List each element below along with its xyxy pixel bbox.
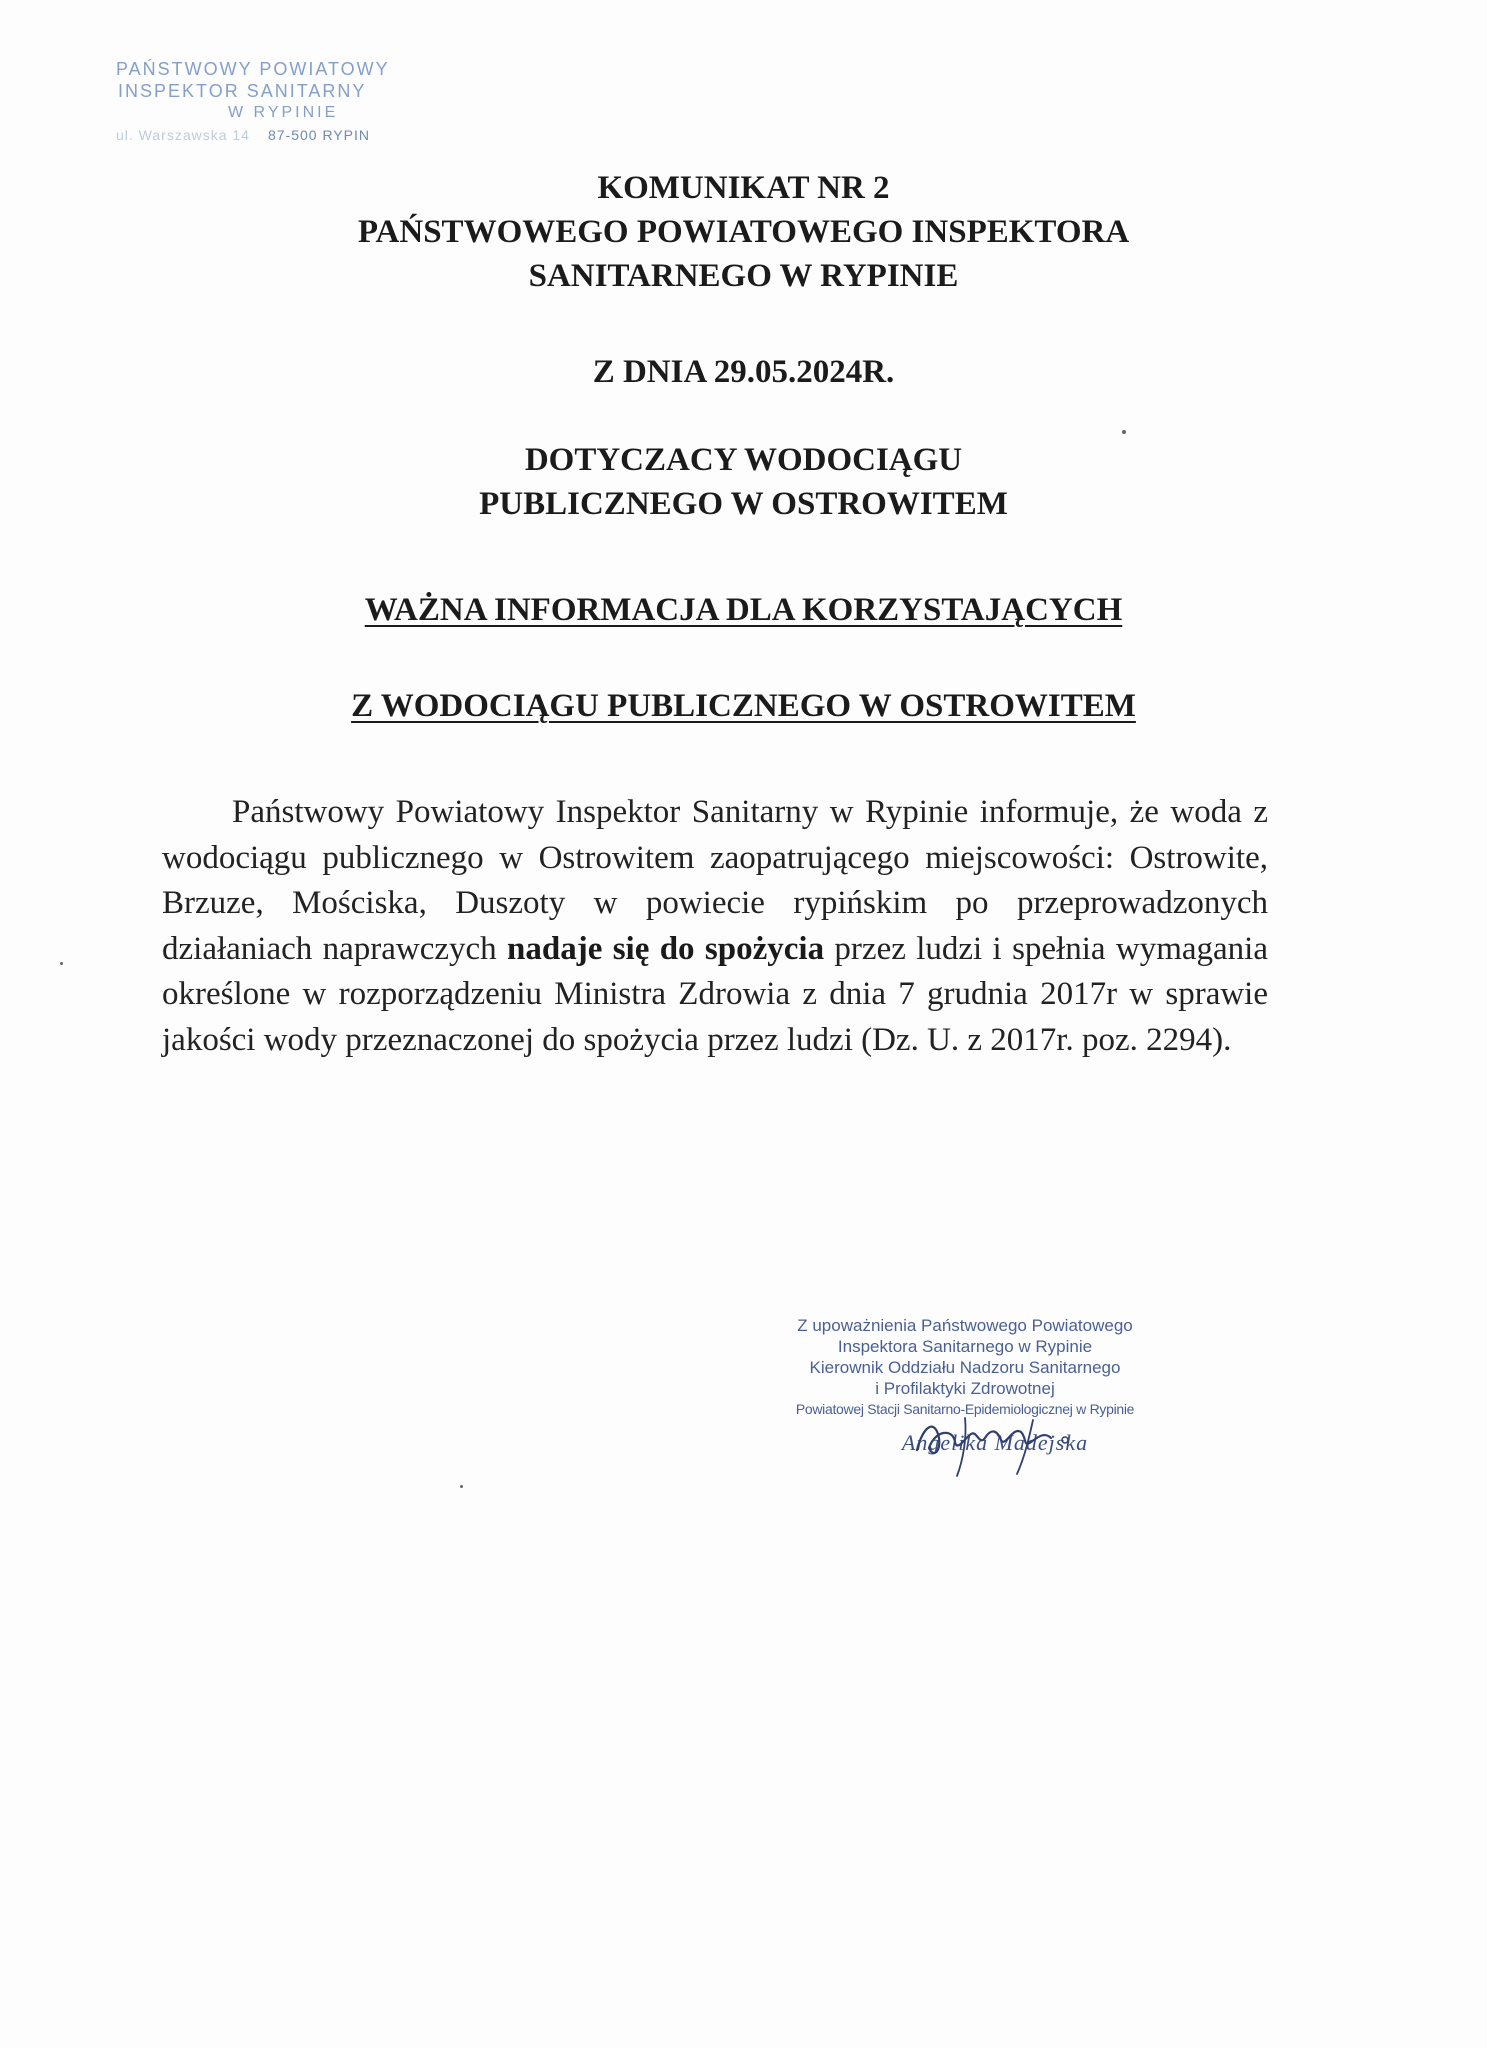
auth-line-2: Inspektora Sanitarnego w Rypinie [837, 1337, 1093, 1356]
body-part-2: przez ludzi i spełnia wymagania określone w rozporządzeniu Ministra Zdrowia z dnia 7 grudnia 2017r w sprawie jakości wody przeznaczonej do spożycia przez ludzi (Dz. U. z 2017r. poz. 2294). [162, 930, 1269, 1058]
auth-line-4: i Profilaktyki Zdrowotnej [875, 1379, 1055, 1398]
auth-line-5: Powiatowej Stacji Sanitarno-Epidemiologicznej w Rypinie [795, 1401, 1135, 1417]
institution-stamp [116, 58, 446, 146]
important-heading-1 [0, 592, 1487, 629]
body-bold-fit-for-consumption: nadaje się do spożycia [507, 930, 825, 967]
stamp-line-3: W RYPINIE [228, 104, 339, 121]
subject-line-1: DOTYCZACY WODOCIĄGU [524, 442, 963, 478]
title-line-3: SANITARNEGO W RYPINIE [528, 258, 959, 294]
handwritten-signature-icon [905, 1408, 1085, 1478]
body-text [162, 790, 1268, 1063]
title-line-1: KOMUNIKAT NR 2 [597, 170, 890, 206]
signer-name: Angelika Madejska [901, 1430, 1089, 1455]
stamp-line-4 [116, 124, 446, 146]
stamp-address: ul. Warszawska 14 [116, 127, 250, 143]
scan-speck [60, 962, 63, 965]
auth-line-3: Kierownik Oddziału Nadzoru Sanitarnego [809, 1358, 1121, 1377]
stamp-line-2: INSPEKTOR SANITARNY [118, 81, 367, 101]
stamp-line-1: PAŃSTWOWY POWIATOWY [116, 59, 390, 79]
body-part-1: Państwowy Powiatowy Inspektor Sanitarny w Rypinie informuje, że woda z wodociągu publicznego w Ostrowitem zaopatrującego miejscowości: Ostrowite, Brzuze, Mościska, Duszoty w powiecie rypińskim po przeprowadzonych działaniach naprawczych [162, 794, 1268, 967]
document-subject [0, 438, 1487, 526]
subject-line-2: PUBLICZNEGO W OSTROWITEM [479, 486, 1008, 522]
scan-speck [460, 1485, 463, 1488]
body-paragraph [162, 790, 1268, 1063]
title-line-2: PAŃSTWOWEGO POWIATOWEGO INSPEKTORA [357, 214, 1130, 250]
document-title [0, 166, 1487, 298]
auth-line-1: Z upoważnienia Państwowego Powiatowego [797, 1316, 1133, 1335]
scan-speck [1122, 430, 1126, 434]
date-line: Z DNIA 29.05.2024R. [592, 354, 895, 390]
important-heading-2 [0, 688, 1487, 725]
document-date [0, 350, 1487, 394]
important-line-1: WAŻNA INFORMACJA DLA KORZYSTAJĄCYCH [364, 592, 1123, 628]
important-line-2: Z WODOCIĄGU PUBLICZNEGO W OSTROWITEM [351, 688, 1136, 724]
stamp-postal: 87-500 RYPIN [267, 127, 370, 143]
